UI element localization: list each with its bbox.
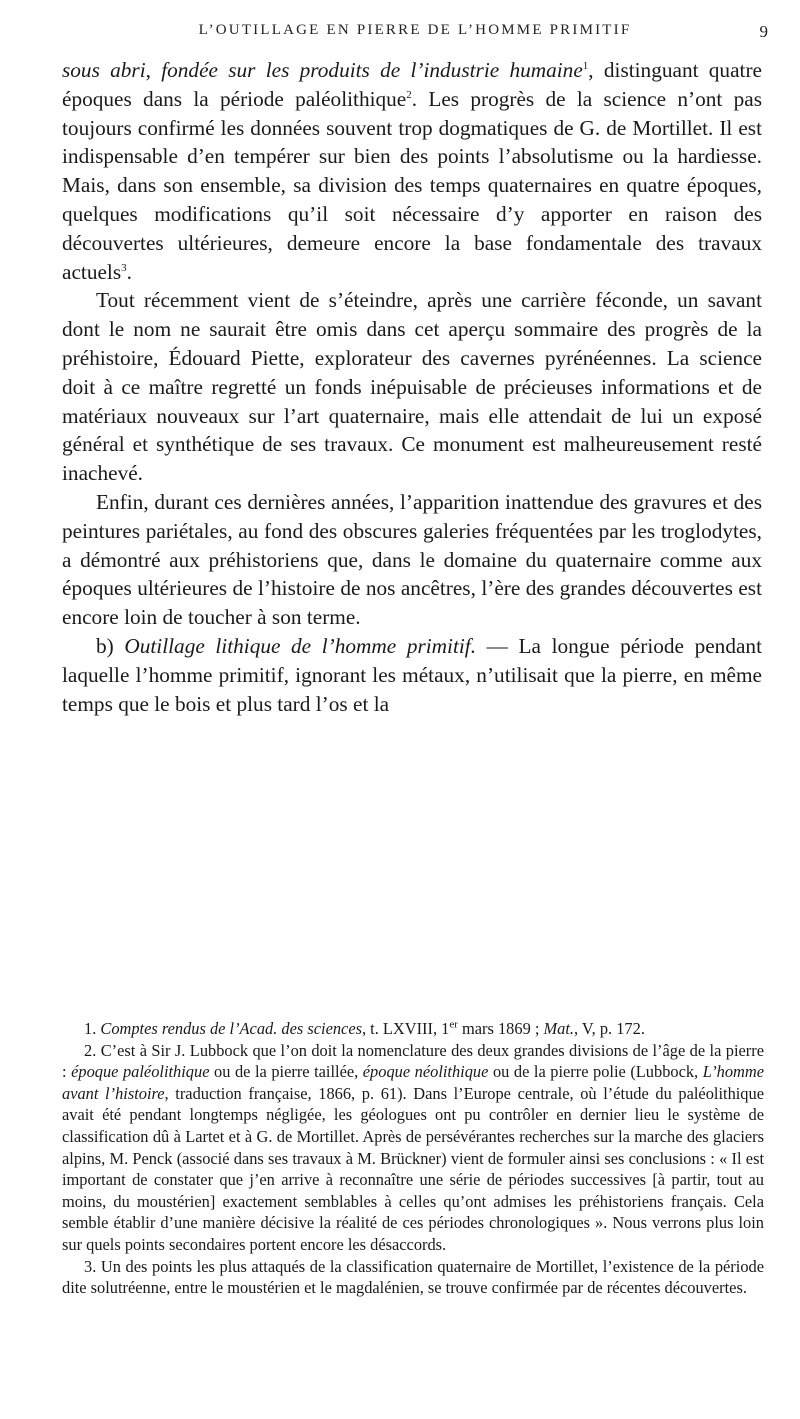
footnote-1 [62,1018,764,1040]
running-head [62,22,768,46]
footnote-1-source-2: Mat. [543,1019,575,1038]
footnote-ref-1: 1 [582,59,589,72]
footnote-2-text-b: ou de la pierre taillée, [209,1062,363,1082]
running-title: L’OUTILLAGE EN PIERRE DE L’HOMME PRIMITIF [198,22,632,38]
footnote-1-sup: er [449,1018,458,1031]
classification-title: fondée sur les produits de l’industrie humaine [161,58,583,82]
footnote-1-num: 1. [84,1019,101,1038]
paragraph-1-text-b: . Les progrès de la science n’ont pas toujours confirmé les données souvent trop dogmatiques de G. de Mortillet. Il est indispensable d’en tempérer sur bien des points l’absolutisme ou la hardiesse. Mais, dans son ensemble, sa division des temps quaternaires en quatre époques, quelques modifications qu’il soit nécessaire d’y apporter en raison des découvertes ultérieures, demeure encore la base fondamentale des travaux actuels [62,86,762,284]
footnote-1-text-a: , t. LXVIII, 1 [361,1019,450,1038]
section-label: b) [96,633,114,658]
paragraph-1-end: . [126,259,132,284]
paragraph-3: Enfin, durant ces dernières années, l’apparition inattendue des gravures et des peintures pariétales, au fond des obscures galeries fréquentées par les troglodytes, a démontré aux préhistoriens que, dans le domaine du quaternaire comme aux époques ultérieures de l’histoire de nos ancêtres, l’ère des grandes découvertes est encore loin de toucher à son terme. [62,489,762,630]
footnote-2-text-d: , traduction française, 1866, p. 61). Dans l’Europe centrale, où l’étude du paléolithique avait été pendant longtemps négligée, les géologues ont pu contrôler en dernier lieu le système de classification dû à Lartet et à G. de Mortillet. Après de persévérantes recherches sur la marche des glaciers alpins, M. Penck (associé dans ses travaux à M. Brückner) vient de formuler ainsi ses conclusions : « Il est important de constater que j’en arrive à reconnaître une série de périodes successives [à partir, tout au moins, du moustérien] exactement semblables à celles qu’ont admises les préhistoriens français. Cela semble établir d’une manière décisive la réalité de ces périodes chronologiques ». Nous verrons plus loin sur quels points secondaires portent encore les désaccords. [62,1083,764,1254]
footnote-ref-3: 3 [121,261,127,274]
paragraph-1-text-a: , distinguant quatre époques dans la période paléolithique [62,58,762,111]
page-number: 9 [759,22,768,41]
main-text [62,56,762,718]
footnote-2-term-2: époque néolithique [362,1062,489,1082]
footnote-1-text-b: mars 1869 ; [457,1019,544,1038]
lead-italic: sous abri [62,58,146,82]
footnote-2-book-title: L’homme avant l’histoire [62,1062,765,1103]
paragraph-2: Tout récemment vient de s’éteindre, après une carrière féconde, un savant dont le nom ne saurait être omis dans cet aperçu sommaire des progrès de la préhistoire, Édouard Piette, explorateur des cavernes pyrénéennes. La science doit à ce maître regretté un fonds inépuisable de précieuses informations et de matériaux nouveaux sur l’art quaternaire, mais elle attendait de lui un exposé général et synthétique de ses travaux. Ce monument est malheureusement resté inachevé. [62,288,762,486]
lead-separator: , [145,58,162,82]
footnote-1-text-c: , V, p. 172. [574,1019,645,1038]
paragraph-4-text: — La longue période pendant laquelle l’homme primitif, ignorant les métaux, n’utilisait que la pierre, en même temps que le bois et plus tard l’os et la [62,633,763,716]
footnote-2-text-c: ou de la pierre polie (Lubbock, [488,1062,703,1082]
footnote-ref-2: 2 [406,88,412,101]
paragraph-1 [62,56,762,286]
footnotes [62,1018,764,1299]
paragraph-4 [62,632,762,718]
footnote-3: 3. Un des points les plus attaqués de la classification quaternaire de Mortillet, l’existence de la période dite solutréenne, entre le moustérien et le magdalénien, se trouve confirmée par de récentes découvertes. [62,1256,764,1298]
footnote-2 [62,1040,764,1256]
footnote-1-source: Comptes rendus de l’Acad. des sciences [100,1019,362,1038]
footnote-2-text-a: 2. C’est à Sir J. Lubbock que l’on doit la nomenclature des deux grandes divisions de l’âge de la pierre : [62,1040,764,1082]
footnote-2-term-1: époque paléolithique [71,1062,210,1082]
section-heading: Outillage lithique de l’homme primitif. [124,633,477,658]
